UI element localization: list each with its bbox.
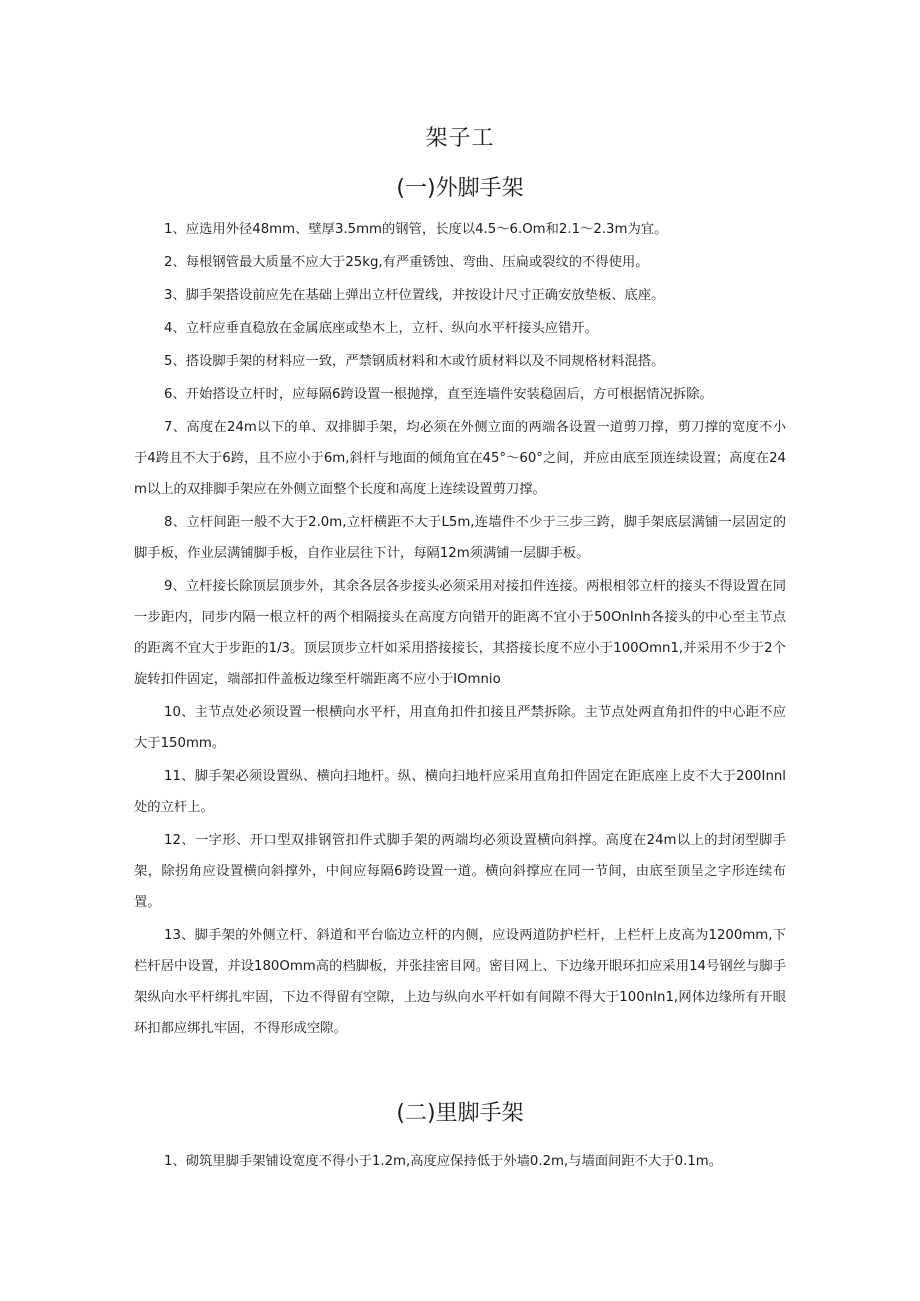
paragraph-item: 6、开始搭设立杆时，应每隔6跨设置一根抛撑，直至连墙件安装稳固后，方可根据情况拆除。: [164, 387, 713, 402]
paragraph-item: 13、脚手架的外侧立杆、斜道和平台临边立杆的内侧，应设两道防护栏杆，上栏杆上皮高为1200mm,下栏杆居中设置，并设180Omm高的档脚板，并张挂密目网。密目网上、下边缘开眼环扣应采用14号钢丝与脚手架纵向水平杆绑扎牢固，下边不得留有空隙，上边与纵向水平杆如有间隙不得大于100nIn1,网体边缘所有开眼环扣都应绑扎牢固，不得形成空隙。: [134, 928, 786, 1036]
section-heading-inner-scaffold: (二)里脚手架: [396, 1101, 524, 1126]
paragraph-item: 3、脚手架搭设前应先在基础上弹出立杆位置线，并按设计尺寸正确安放垫板、底座。: [164, 288, 665, 303]
paragraph-item: 1、砌筑里脚手架铺设宽度不得小于1.2m,高度应保持低于外墙0.2m,与墙面间距不大于0.1m。: [164, 1154, 723, 1169]
paragraph-item: 8、立杆间距一般不大于2.0m,立杆横距不大于L5m,连墙件不少于三步三跨，脚手架底层满铺一层固定的脚手板，作业层满铺脚手板，自作业层往下计，每隔12m须满铺一层脚手板。: [134, 515, 786, 561]
paragraph-item: 11、脚手架必须设置纵、横向扫地杆。纵、横向扫地杆应采用直角扣件固定在距底座上皮不大于200Innl处的立杆上。: [134, 769, 786, 815]
paragraph-item: 9、立杆接长除顶层顶步外，其余各层各步接头必须采用对接扣件连接。两根相邻立杆的接头不得设置在同一步距内，同步内隔一根立杆的两个相隔接头在高度方向错开的距离不宜小于50OnInh各接头的中心至主节点的距离不宜大于步距的1/3。顶层顶步立杆如采用搭接接长，其搭接长度不应小于100Omn1,并采用不少于2个旋转扣件固定，端部扣件盖板边缘至杆端距离不应小于IOmnio: [134, 579, 786, 687]
page-title: 架子工: [425, 126, 495, 151]
paragraph-item: 7、高度在24m以下的单、双排脚手架，均必须在外侧立面的两端各设置一道剪刀撑，剪刀撑的宽度不小于4跨且不大于6跨，且不应小于6m,斜杆与地面的倾角宜在45°～60°之间，并应由底至顶连续设置；高度在24m以上的双排脚手架应在外侧立面整个长度和高度上连续设置剪刀撑。: [134, 420, 786, 497]
paragraph-item: 5、搭设脚手架的材料应一致，严禁钢质材料和木或竹质材料以及不同规格材料混搭。: [164, 354, 665, 369]
paragraph-item: 10、主节点处必须设置一根横向水平杆，用直角扣件扣接且严禁拆除。主节点处两直角扣件的中心距不应大于150mm。: [134, 705, 786, 751]
paragraph-item: 12、一字形、开口型双排钢管扣件式脚手架的两端均必须设置横向斜撑。高度在24m以上的封闭型脚手架，除拐角应设置横向斜撑外，中间应每隔6跨设置一道。横向斜撑应在同一节间，由底至顶呈之字形连续布置。: [134, 833, 786, 910]
paragraph-item: 4、立杆应垂直稳放在金属底座或垫木上，立杆、纵向水平杆接头应错开。: [164, 321, 598, 336]
section-body-outer-scaffold: [134, 214, 786, 1046]
paragraph-item: 2、每根钢管最大质量不应大于25kg,有严重锈蚀、弯曲、压扁或裂纹的不得使用。: [164, 255, 649, 270]
section-heading-outer-scaffold: (一)外脚手架: [396, 176, 524, 201]
paragraph-item: 1、应选用外径48mm、壁厚3.5mm的钢管，长度以4.5～6.Om和2.1～2.3m为宜。: [164, 222, 668, 237]
section-body-inner-scaffold: [134, 1146, 786, 1179]
